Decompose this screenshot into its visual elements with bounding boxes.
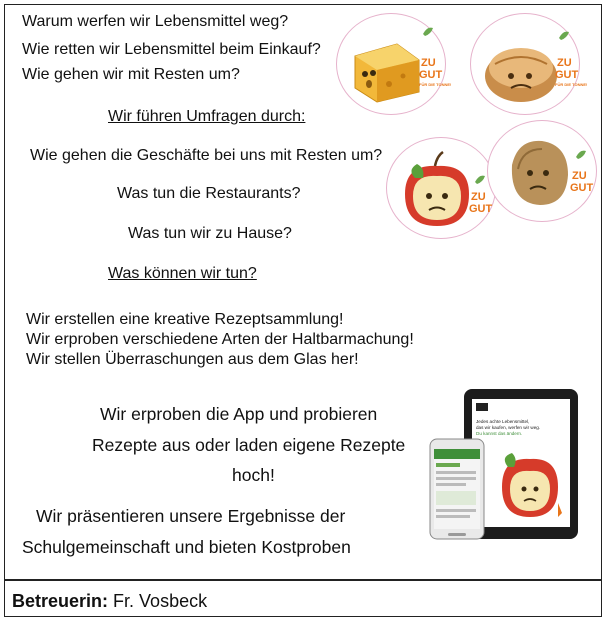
badge-word-1-c: ZU — [471, 191, 486, 203]
footer-name: Fr. Vosbeck — [113, 591, 208, 611]
badge-word-1: ZU — [421, 57, 436, 69]
footer-label: Betreuerin: — [12, 591, 109, 611]
app-line-3: hoch! — [232, 465, 275, 485]
intro-line-3: Wie gehen wir mit Resten um? — [22, 66, 240, 83]
badge-word-2: GUT — [419, 69, 443, 81]
tablet-text-1: Jedes achte Lebensmittel, — [476, 419, 530, 424]
survey-question-2: Was tun die Restaurants? — [117, 185, 301, 202]
app-devices-illustration — [428, 387, 580, 542]
tablet-text-3: Du kannst das ändern. — [476, 431, 523, 436]
results-line-2: Schulgemeinschaft und bieten Kostproben — [22, 537, 351, 557]
intro-line-1: Warum werfen wir Lebensmittel weg? — [22, 13, 289, 30]
intro-line-2: Wie retten wir Lebensmittel beim Einkauf? — [22, 41, 321, 58]
action-3: Wir stellen Überraschungen aus dem Glas her! — [26, 351, 359, 368]
action-1: Wir erstellen eine kreative Rezeptsammlung! — [26, 311, 344, 328]
survey-question-3: Was tun wir zu Hause? — [128, 225, 292, 242]
badge-word-2-d: GUT — [570, 182, 594, 194]
cheese-illustration — [336, 13, 452, 115]
surveys-heading: Wir führen Umfragen durch: — [108, 108, 306, 125]
footer-divider — [4, 579, 602, 581]
app-line-1: Wir erproben die App und probieren — [100, 404, 378, 424]
badge-word-2-c: GUT — [469, 203, 493, 215]
actions-heading: Was können wir tun? — [108, 265, 257, 282]
badge-word-2-b: GUT — [555, 69, 579, 81]
badge-word-3-b: FÜR DIE TONNE! — [555, 82, 588, 87]
apple-illustration — [386, 137, 496, 239]
badge-word-1-b: ZU — [557, 57, 572, 69]
action-2: Wir erproben verschiedene Arten der Haltbarmachung! — [26, 331, 414, 348]
footer-supervisor — [12, 590, 207, 612]
badge-word-1-d: ZU — [572, 170, 587, 182]
tablet-text-2: das wir kaufen, werfen wir weg. — [476, 425, 541, 430]
badge-word-3: FÜR DIE TONNE! — [419, 82, 452, 87]
survey-question-1: Wie gehen die Geschäfte bei uns mit Resten um? — [30, 147, 383, 164]
results-line-1: Wir präsentieren unsere Ergebnisse der — [36, 506, 346, 526]
potato-illustration — [487, 120, 597, 222]
app-line-2: Rezepte aus oder laden eigene Rezepte — [92, 435, 406, 455]
bread-illustration — [470, 13, 588, 115]
